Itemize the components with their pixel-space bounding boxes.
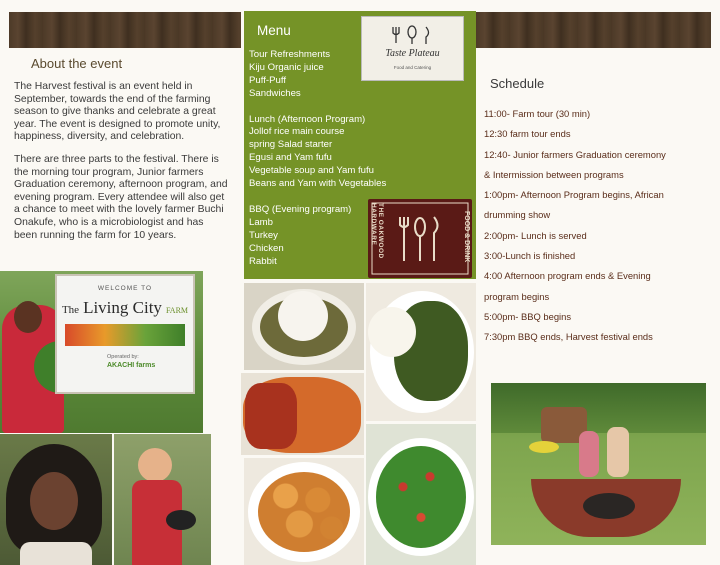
taste-plateau-name: Taste Plateau	[385, 48, 440, 59]
about-paragraph-1: The Harvest festival is an event held in September, towards the end of the farming season to give thanks and celebrate a great year. The event is designed to promote unity, happiness, diversity, and celebration.	[14, 81, 221, 143]
sign-farm-word: FARM	[165, 306, 189, 315]
wood-banner-right	[476, 12, 711, 48]
oakwood-food-drink: FOOD & DRINK	[463, 211, 470, 263]
schedule-item: drumming show	[484, 209, 551, 221]
schedule-item: program begins	[484, 290, 550, 302]
black-animals	[583, 493, 635, 519]
schedule-item: 11:00- Farm tour (30 min)	[484, 108, 591, 119]
small-animal	[166, 510, 196, 530]
menu-panel	[244, 11, 476, 279]
fork-knife-icon	[388, 25, 436, 45]
puff-puff-balls	[258, 472, 350, 552]
taste-plateau-logo	[361, 16, 464, 81]
schedule-item: 7:30pm BBQ ends, Harvest festival ends	[484, 331, 653, 343]
schedule-item: 2:00pm- Lunch is served	[484, 229, 587, 241]
child-with-animal-photo	[114, 434, 211, 565]
about-paragraph-2: There are three parts to the festival. There is the morning tour program, Junior farmers Graduation ceremony, afternoon program, and evening program. Every attendee will also get a chance to meet with the lovely farmer Buchi Onakufe, who is a microbiologist and has been running the farm for 10 years.	[14, 153, 228, 241]
sign-welcome: WELCOME TO	[97, 285, 153, 292]
child-one	[579, 431, 599, 477]
salad	[376, 446, 466, 548]
sign-operated-by: Operated by:	[107, 354, 139, 360]
farmer-head	[14, 301, 42, 333]
sign-living-city: Living City	[83, 298, 162, 317]
schedule-item: 12:40- Junior farmers Graduation ceremony	[484, 148, 666, 160]
kids-wheelbarrow-photo	[491, 383, 706, 545]
vegetable-soup-photo	[366, 283, 476, 421]
trees	[491, 383, 706, 433]
puff-puff-photo	[244, 458, 364, 565]
sign-farm-name	[57, 298, 193, 318]
menu-title: Menu	[257, 23, 291, 38]
child-two	[607, 427, 629, 477]
sign-produce-art	[65, 324, 185, 346]
schedule-item: 3:00-Lunch is finished	[484, 250, 576, 262]
schedule-item: 4:00 Afternoon program ends & Evening	[484, 270, 651, 282]
child-head	[138, 448, 172, 482]
jollof-rice-photo	[241, 373, 364, 455]
wood-banner-left	[9, 12, 241, 48]
oakwood-hardware-logo	[368, 199, 472, 278]
sign-the: The	[61, 304, 80, 316]
schedule-section	[484, 76, 716, 348]
fufu-ball	[278, 291, 328, 341]
farm-sign	[55, 274, 195, 394]
sign-operator: AKACHI farms	[107, 362, 156, 369]
menu-items: Tour Refreshments Kiju Organic juice Puff-Puff Sandwiches Lunch (Afternoon Program) Jollof rice main course spring Salad starter Egusi and Yam fufu Vegetable soup and Yam fufu Beans and Yam with Vegetables BBQ (Evening program) Lamb Turkey Chicken Rabbit	[249, 49, 387, 267]
schedule-item: 1:00pm- Afternoon Program begins, African	[484, 189, 664, 201]
taste-plateau-sub: Food and Catering	[393, 65, 432, 70]
farmer-portrait-photo	[0, 434, 112, 565]
schedule-item: 5:00pm- BBQ begins	[484, 310, 572, 322]
portrait-shirt	[20, 542, 92, 565]
portrait-face	[30, 472, 78, 530]
about-section	[14, 56, 229, 242]
schedule-item: & Intermission between programs	[484, 168, 624, 180]
spring-salad-photo	[366, 424, 476, 565]
chicken	[245, 383, 297, 449]
yam-fufu	[368, 307, 416, 357]
schedule-title: Schedule	[490, 76, 545, 91]
about-title: About the event	[31, 56, 123, 71]
schedule-list	[484, 104, 716, 348]
schedule-item: 12:30 farm tour ends	[484, 128, 571, 140]
oakwood-name: THE OAKWOOD HARDWARE	[370, 203, 384, 259]
egusi-fufu-photo	[244, 283, 364, 370]
yellow-tire	[529, 441, 559, 453]
farm-sign-photo	[0, 271, 203, 433]
